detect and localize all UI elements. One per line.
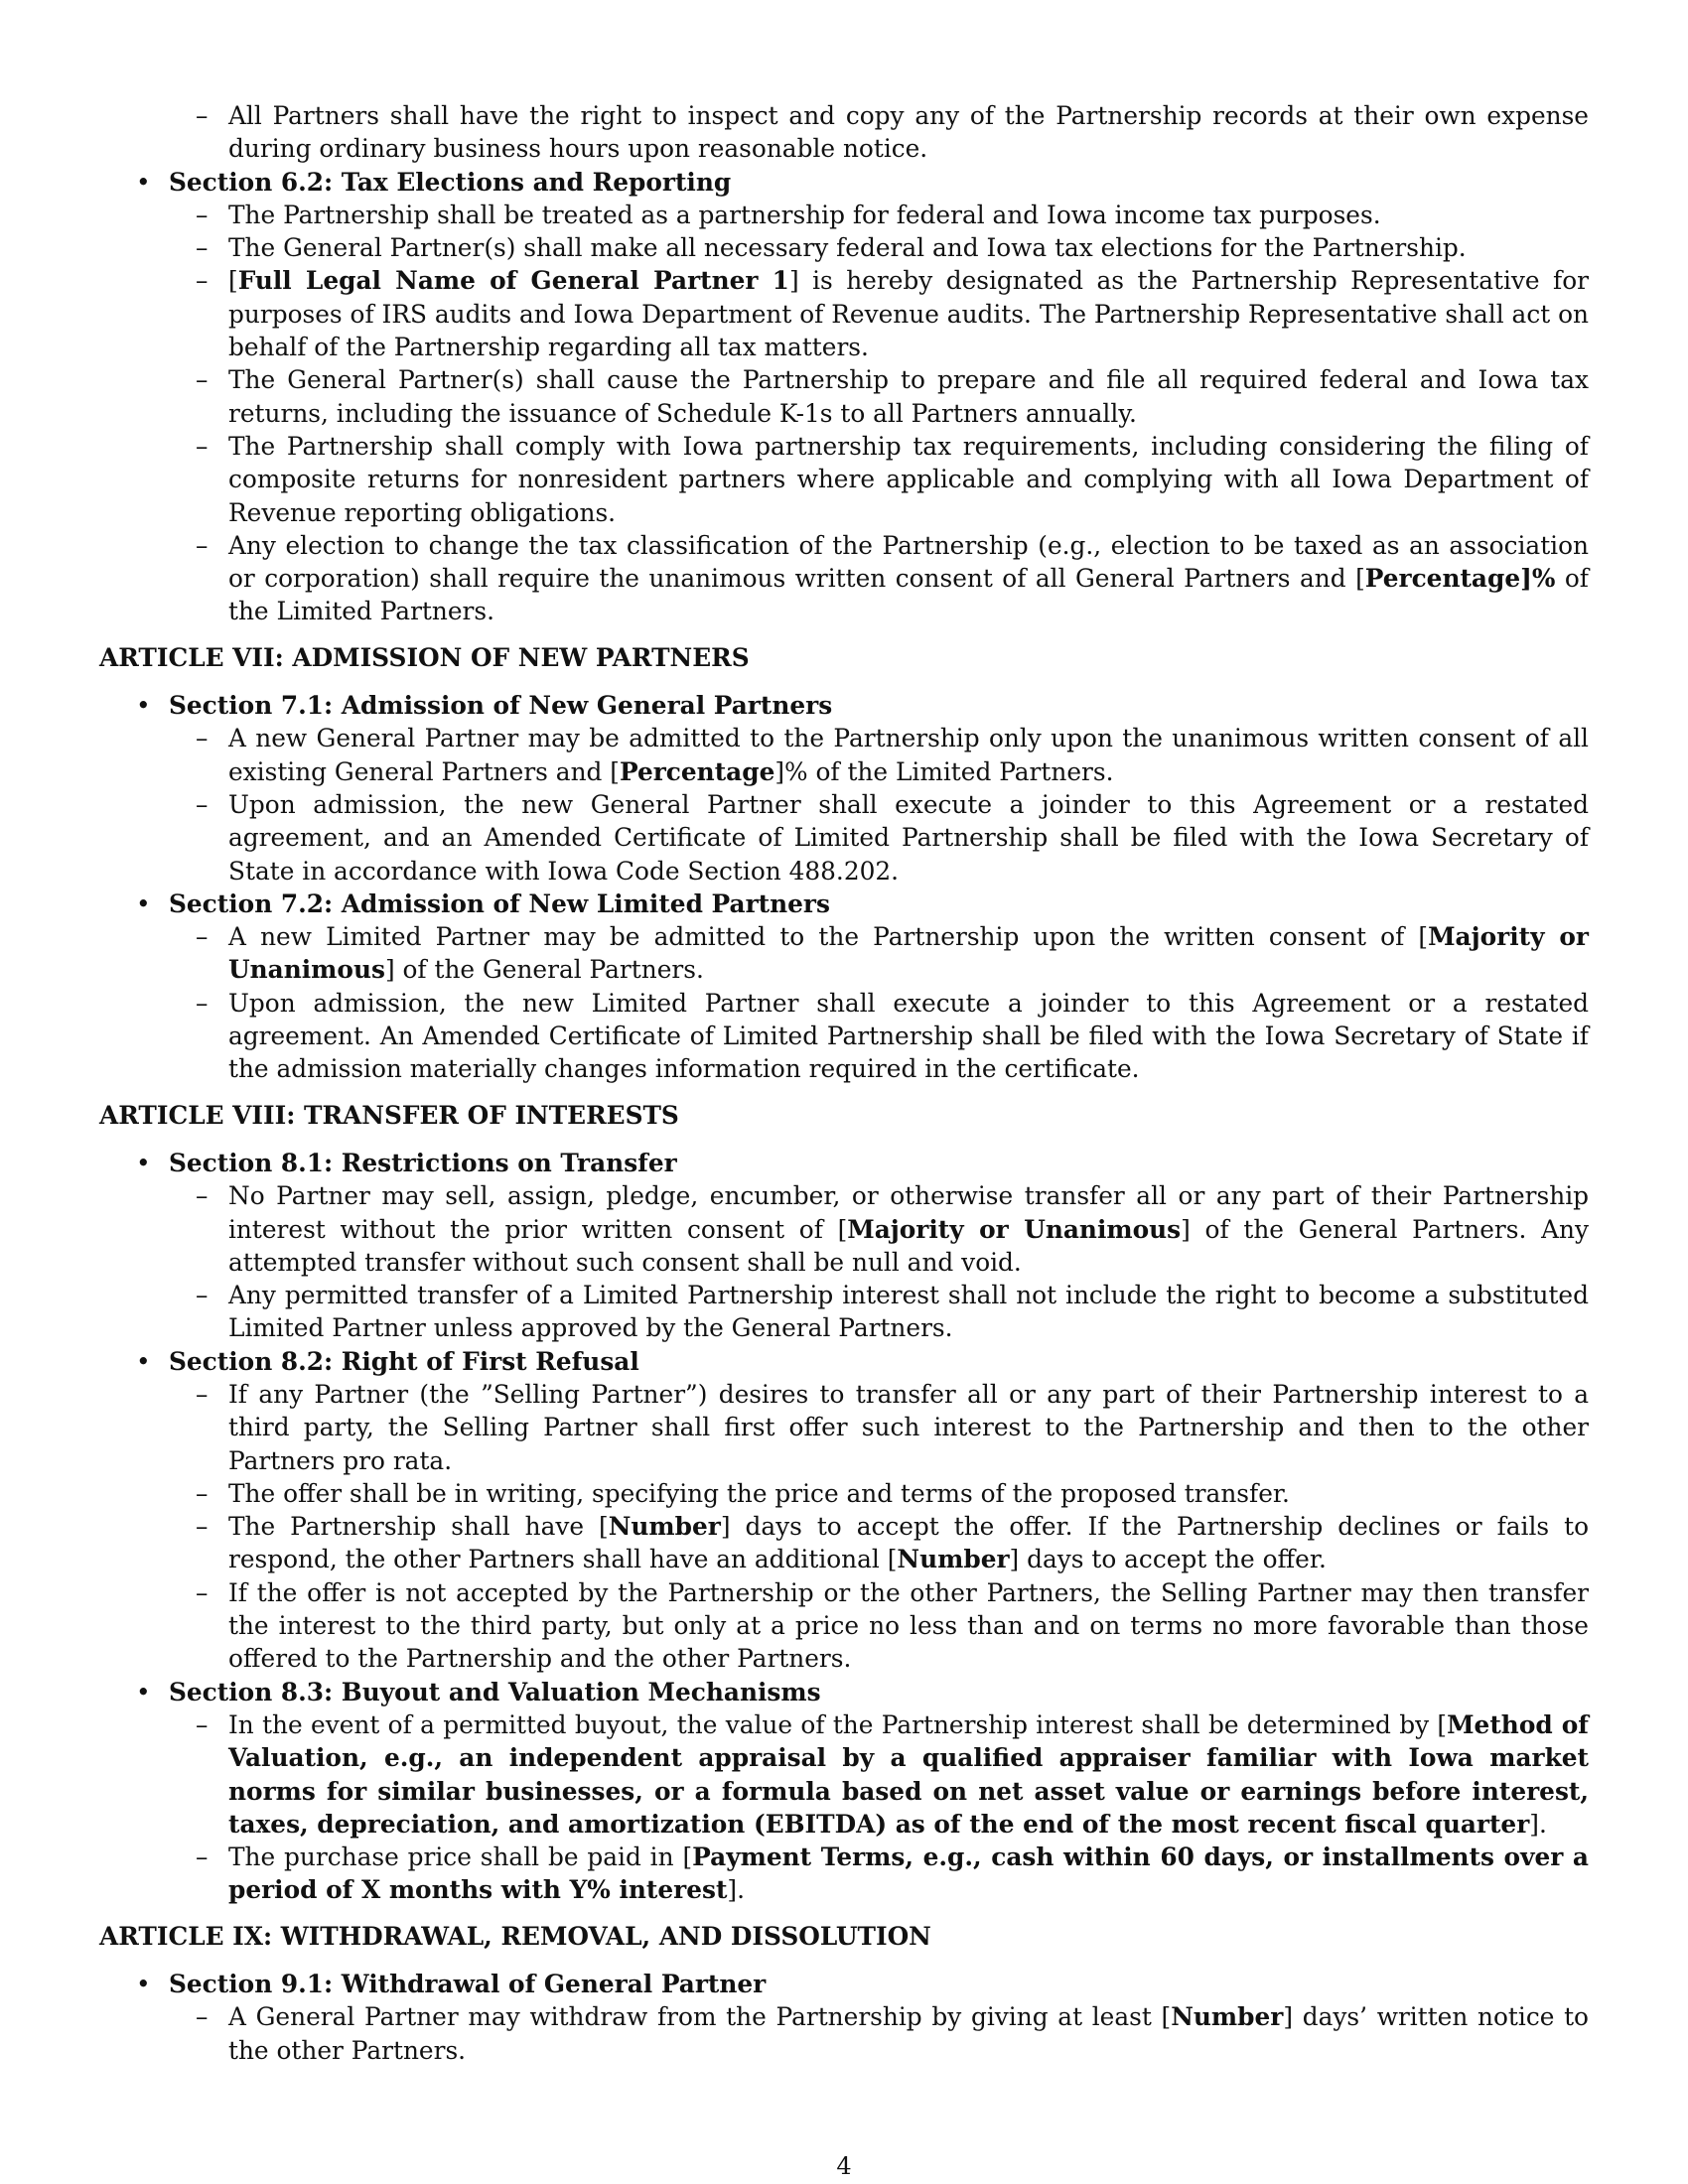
section-8-1 [99,1147,1589,1179]
list-item: – The purchase price shall be paid in [Payment Terms, e.g., cash within 60 days, or installments over a period of X months with Y% interest]. [196,1843,1590,1905]
page-number: 4 [836,2152,852,2180]
list-item: – The Partnership shall comply with Iowa partnership tax requirements, including considering the filing of composite returns for nonresident partners where applicable and complying with all Iowa Department of Revenue reporting obligations. [196,431,1589,527]
section-list [99,1676,1589,1708]
section-list [99,166,1589,199]
list-item: – A new Limited Partner may be admitted to the Partnership upon the written consent of [Majority or Unanimous] of the General Partners. [196,922,1589,985]
placeholder: Payment Terms, e.g., cash within 60 days, or installments over a period of X months with Y% interest [228,1843,1590,1905]
section-title: Section 6.2: Tax Elections and Reporting [169,167,732,197]
placeholder: Percentage [619,756,775,786]
document-page [99,99,1589,2067]
list-item: – The General Partner(s) shall cause the Partnership to prepare and file all required federal and Iowa tax returns, including the issuance of Schedule K-1s to all Partners annually. [196,365,1589,428]
bullet-marker: • [136,1148,151,1177]
bullet-marker: • [136,1346,151,1376]
section-title: Section 8.1: Restrictions on Transfer [169,1148,677,1177]
section-6-2-items [99,199,1589,628]
list-item: – If any Partner (the ”Selling Partner”) desires to transfer all or any part of their Partnership interest to a third party, the Selling Partner shall first offer such interest to the Partnership and then to the other Partners pro rata. [196,1379,1589,1475]
list-item: – No Partner may sell, assign, pledge, encumber, or otherwise transfer all or any part of their Partnership interest without the prior written consent of [Majority or Unanimous] of the General Partners. Any attempted transfer without such consent shall be null and void. [196,1181,1589,1277]
placeholder: Full Legal Name of General Partner 1 [237,266,789,296]
placeholder: Number [608,1512,721,1542]
list-item: – The Partnership shall be treated as a partnership for federal and Iowa income tax purposes. [99,199,1589,231]
placeholder: Number [1171,2002,1284,2032]
section-7-1 [99,689,1589,722]
bullet-marker: • [136,167,151,197]
section-9-1 [99,1968,1589,2000]
section-list [99,1147,1589,1179]
intro-list [99,99,1589,166]
section-title: Section 7.2: Admission of New Limited Partners [169,888,830,918]
section-list [99,1968,1589,2000]
article-heading: ARTICLE VIII: TRANSFER OF INTERESTS [99,1100,679,1130]
list-item: – Upon admission, the new General Partner shall execute a joinder to this Agreement or a restated agreement, and an Amended Certificate of Limited Partnership shall be filed with the Iowa Secretary of State in accordance with Iowa Code Section 488.202. [196,789,1589,886]
dash-marker: – [196,724,209,753]
list-item: – [Full Legal Name of General Partner 1] is hereby designated as the Partnership Representative for purposes of IRS audits and Iowa Department of Revenue audits. The Partnership Representative shall act on behalf of the Partnership regarding all tax matters. [196,266,1590,362]
section-9-1-items [99,2000,1589,2067]
dash-marker: – [196,266,209,296]
section-list [99,1345,1589,1378]
dash-marker: – [196,1843,209,1872]
list-item: – Any election to change the tax classification of the Partnership (e.g., election to be taxed as an association or corporation) shall require the unanimous written consent of all General Partners and [Percentage]% of the Limited Partners. [196,530,1589,626]
article-heading: ARTICLE VII: ADMISSION OF NEW PARTNERS [99,642,750,672]
dash-marker: – [196,233,209,263]
dash-marker: – [196,988,209,1018]
section-list [99,887,1589,920]
list-item: – All Partners shall have the right to inspect and copy any of the Partnership records at their own expense during ordinary business hours upon reasonable notice. [196,101,1589,164]
section-7-2 [99,887,1589,920]
section-8-3 [99,1676,1589,1708]
dash-marker: – [196,789,209,819]
list-item: – The Partnership shall have [Number] days to accept the offer. If the Partnership declines or fails to respond, the other Partners shall have an additional [Number] days to accept the offer. [196,1512,1589,1574]
section-8-2 [99,1345,1589,1378]
section-list [99,689,1589,722]
dash-marker: – [196,1379,209,1409]
dash-marker: – [196,922,209,952]
placeholder: Method of Valuation, e.g., an independent appraisal by a qualified appraiser familiar with Iowa market norms for similar businesses, or a formula based on net asset value or earnings before interest, taxes, depreciation, and amortization (EBITDA) as of the end of the most recent fiscal quarter [228,1709,1589,1839]
section-title: Section 8.2: Right of First Refusal [169,1346,639,1376]
dash-marker: – [196,200,209,229]
bullet-marker: • [136,1970,151,1999]
section-title: Section 9.1: Withdrawal of General Partner [169,1970,767,1999]
article-heading: ARTICLE IX: WITHDRAWAL, REMOVAL, AND DISSOLUTION [99,1921,931,1951]
dash-marker: – [196,431,209,461]
section-8-2-items [99,1378,1589,1676]
bullet-marker: • [136,1677,151,1706]
list-item: – If the offer is not accepted by the Partnership or the other Partners, the Selling Partner may then transfer the interest to the third party, but only at a price no less than and on terms no more favorable than those offered to the Partnership and the other Partners. [196,1577,1589,1674]
list-item: – A General Partner may withdraw from the Partnership by giving at least [Number] days’ written notice to the other Partners. [196,2002,1589,2065]
placeholder: Majority or Unanimous [847,1214,1182,1244]
dash-marker: – [196,365,209,395]
list-item: – In the event of a permitted buyout, the value of the Partnership interest shall be determined by [Method of Valuation, e.g., an independent appraisal by a qualified appraiser familiar with Iowa market norms for similar businesses, or a formula based on net asset value or earnings before interest, taxes, depreciation, and amortization (EBITDA) as of the end of the most recent fiscal quarter]. [196,1709,1589,1839]
list-item: – Any permitted transfer of a Limited Partnership interest shall not include the right to become a substituted Limited Partner unless approved by the General Partners. [196,1281,1589,1343]
list-item: – The General Partner(s) shall make all necessary federal and Iowa tax elections for the Partnership. [99,231,1589,264]
dash-marker: – [196,1512,209,1542]
dash-marker: – [196,2002,209,2032]
list-item: – The offer shall be in writing, specifying the price and terms of the proposed transfer. [99,1477,1589,1510]
dash-marker: – [196,101,209,130]
section-6-2 [99,166,1589,199]
bullet-marker: • [136,888,151,918]
list-item: – A new General Partner may be admitted to the Partnership only upon the unanimous written consent of all existing General Partners and [Percentage]% of the Limited Partners. [196,724,1589,786]
dash-marker: – [196,530,209,560]
dash-marker: – [196,1577,209,1607]
dash-marker: – [196,1709,209,1739]
list-item: – Upon admission, the new Limited Partner shall execute a joinder to this Agreement or a restated agreement. An Amended Certificate of Limited Partnership shall be filed with the Iowa Secretary of State if the admission materially changes information required in the certificate. [196,988,1589,1084]
bullet-marker: • [136,691,151,721]
section-8-1-items [99,1179,1589,1344]
section-7-2-items [99,920,1589,1085]
dash-marker: – [196,1181,209,1211]
section-8-3-items [99,1708,1589,1907]
dash-marker: – [196,1281,209,1310]
section-7-1-items [99,722,1589,887]
section-title: Section 8.3: Buyout and Valuation Mechanisms [169,1677,821,1706]
placeholder: Number [897,1545,1010,1574]
placeholder: Majority or Unanimous [228,922,1589,985]
section-title: Section 7.1: Admission of New General Partners [169,691,833,721]
placeholder: Percentage [1364,564,1521,594]
dash-marker: – [196,1478,209,1508]
